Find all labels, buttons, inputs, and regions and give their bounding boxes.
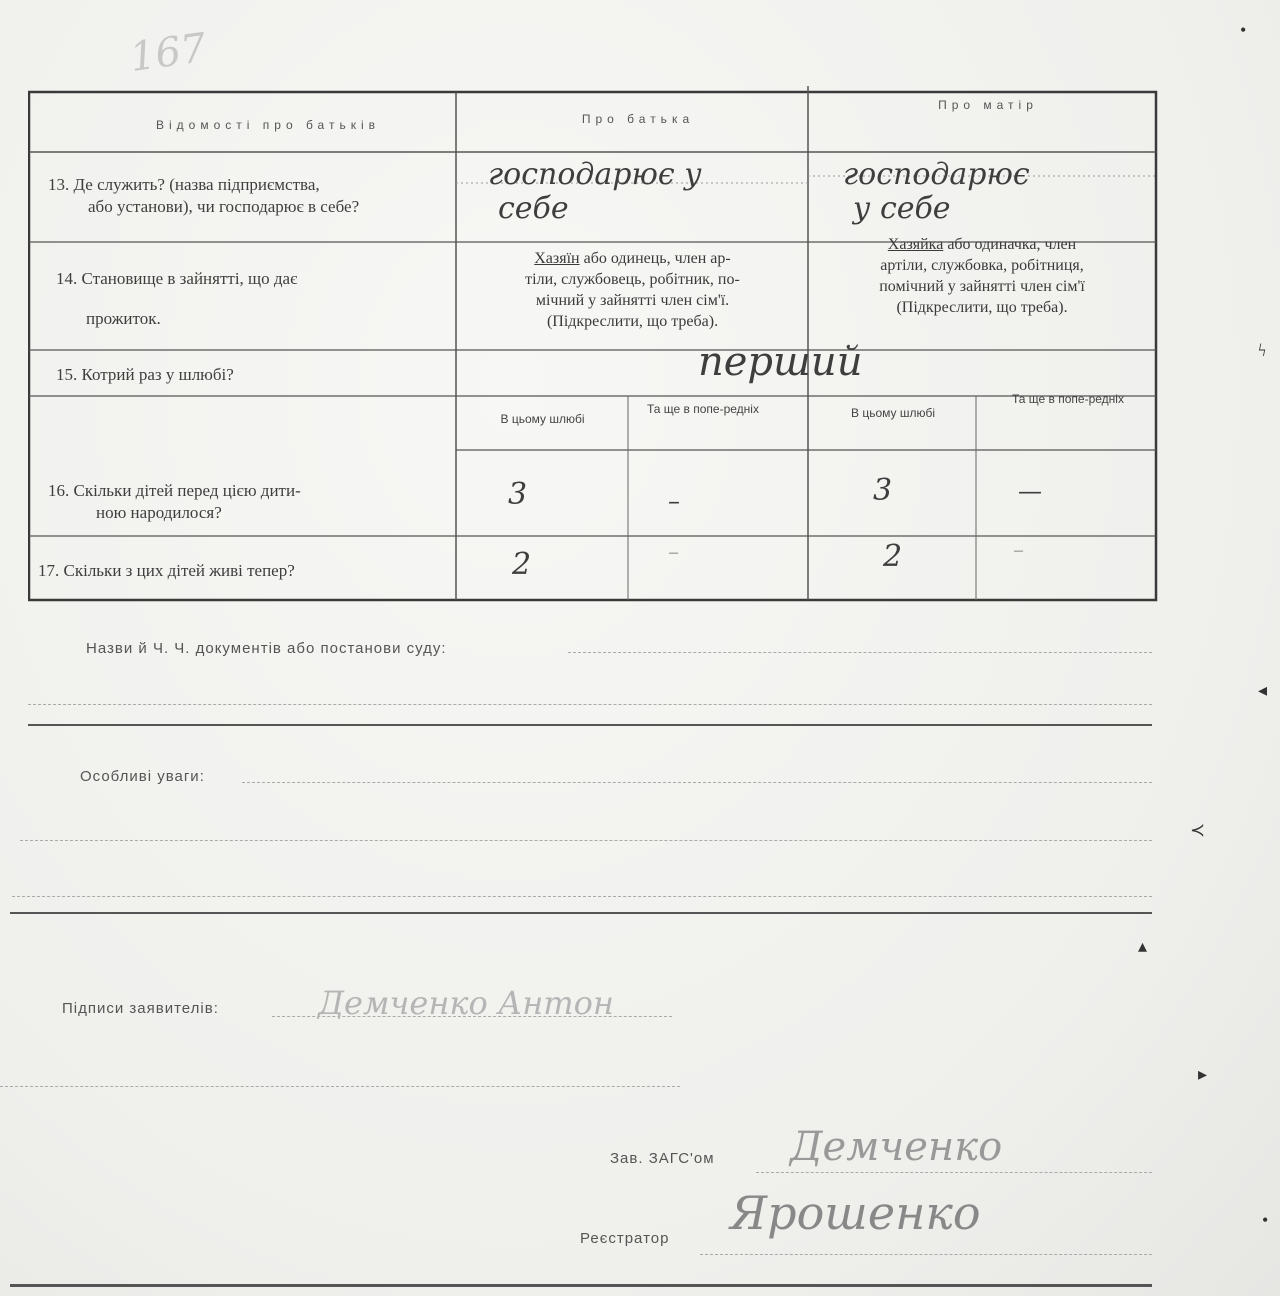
documents-dotted-line-1 bbox=[568, 652, 1152, 653]
row16-label-line2: ною народилося? bbox=[96, 503, 222, 522]
notes-divider bbox=[10, 912, 1152, 914]
row15-value: перший bbox=[698, 339, 863, 385]
registrar-signature: Ярошенко bbox=[730, 1186, 981, 1240]
father-options-line3: мічний у зайнятті член сім'ї. bbox=[535, 292, 730, 309]
row16-mother-prev: — bbox=[1018, 477, 1042, 505]
row13-label bbox=[48, 174, 453, 218]
row13-label-line1: 13. Де служить? (назва підприємства, bbox=[48, 175, 320, 194]
row13-father-value-line2: себе bbox=[498, 191, 569, 226]
notes-dotted-line-3 bbox=[12, 896, 1152, 897]
applicants-dotted-line-2 bbox=[0, 1086, 680, 1087]
documents-divider bbox=[28, 724, 1152, 726]
zags-dotted-line bbox=[756, 1172, 1152, 1173]
row17-father-prev: – bbox=[668, 540, 679, 565]
row16-father-this: 3 bbox=[508, 477, 528, 512]
row13-mother-value bbox=[843, 158, 1030, 226]
row14-label-line1: 14. Становище в зайнятті, що дає bbox=[56, 269, 298, 288]
row14-father-options bbox=[460, 248, 805, 332]
row13-mother-value-line1: господарює bbox=[843, 157, 1030, 192]
mother-options-line3: помічний у зайнятті член сім'ї bbox=[879, 278, 1085, 295]
mother-options-line4: (Підкреслити, що треба). bbox=[896, 299, 1068, 316]
registrar-dotted-line bbox=[700, 1254, 1152, 1255]
paper-speck: ▴ bbox=[1138, 936, 1148, 956]
row17-father-this: 2 bbox=[512, 547, 532, 582]
paper-speck: ϟ bbox=[1258, 340, 1267, 360]
row17-mother-prev: – bbox=[1013, 538, 1024, 563]
parents-info-table bbox=[28, 66, 1158, 602]
father-options-line2: тіли, службовець, робітник, по- bbox=[525, 271, 740, 288]
documents-dotted-line-2 bbox=[28, 704, 1152, 705]
subheader-mother-this: В цьому шлюбі bbox=[850, 406, 936, 420]
row13-mother-value-line2: у себе bbox=[853, 191, 951, 226]
paper-speck: ◂ bbox=[1258, 680, 1268, 700]
documents-label: Назви й Ч. Ч. документів або постанови суду: bbox=[86, 640, 447, 657]
header-father: Про батька bbox=[581, 112, 695, 126]
paper-speck: ≺ bbox=[1190, 820, 1206, 840]
applicants-signature: Демченко Антон bbox=[318, 984, 614, 1022]
notes-dotted-line-2 bbox=[20, 840, 1152, 841]
row16-mother-this: 3 bbox=[873, 473, 893, 508]
mother-option-owner: Хазяйка bbox=[887, 236, 944, 253]
row17-mother-this: 2 bbox=[883, 539, 903, 574]
mother-options-line2: артіли, службовка, робітниця, bbox=[880, 257, 1084, 274]
father-options-line1: або одинець, член ар- bbox=[579, 250, 731, 267]
header-mother: Про матір bbox=[938, 98, 1038, 112]
pencil-mark: 167 bbox=[127, 24, 210, 82]
row14-label bbox=[56, 268, 451, 330]
row16-father-prev: – bbox=[668, 487, 680, 515]
row14-mother-options bbox=[812, 234, 1152, 318]
paper-speck: • bbox=[1240, 20, 1247, 40]
row13-father-value-line1: господарює у bbox=[488, 157, 702, 192]
row13-label-line2: або установи), чи господарює в себе? bbox=[88, 197, 360, 216]
paper-speck: • bbox=[1262, 1210, 1269, 1230]
father-options-line4: (Підкреслити, що треба). bbox=[546, 313, 719, 330]
header-parents-info: Відомості про батьків bbox=[156, 118, 380, 132]
zags-label: Зав. ЗАГС'ом bbox=[610, 1150, 715, 1167]
notes-label: Особливі уваги: bbox=[80, 768, 205, 785]
paper-speck: ▸ bbox=[1198, 1064, 1208, 1084]
row13-father-value bbox=[488, 158, 702, 226]
notes-dotted-line-1 bbox=[242, 782, 1152, 783]
registrar-label: Реєстратор bbox=[580, 1230, 670, 1247]
row17-label: 17. Скільки з цих дітей живі тепер? bbox=[38, 561, 295, 580]
father-option-owner: Хазяїн bbox=[534, 250, 580, 267]
row16-label bbox=[48, 480, 448, 524]
row16-label-line1: 16. Скільки дітей перед цією дити- bbox=[48, 481, 301, 500]
mother-options-line1: або одиначка, член bbox=[943, 236, 1077, 253]
subheader-father-prev: Та ще в попе-редніх bbox=[647, 402, 759, 416]
subheader-mother-prev: Та ще в попе-редніх bbox=[1012, 392, 1124, 406]
applicants-label: Підписи заявителів: bbox=[62, 1000, 219, 1017]
row15-label: 15. Котрий раз у шлюбі? bbox=[56, 365, 234, 384]
bottom-divider bbox=[10, 1284, 1152, 1287]
zags-signature: Демченко bbox=[790, 1124, 1003, 1170]
subheader-father-this: В цьому шлюбі bbox=[500, 412, 585, 426]
row14-label-line2: прожиток. bbox=[86, 309, 161, 328]
